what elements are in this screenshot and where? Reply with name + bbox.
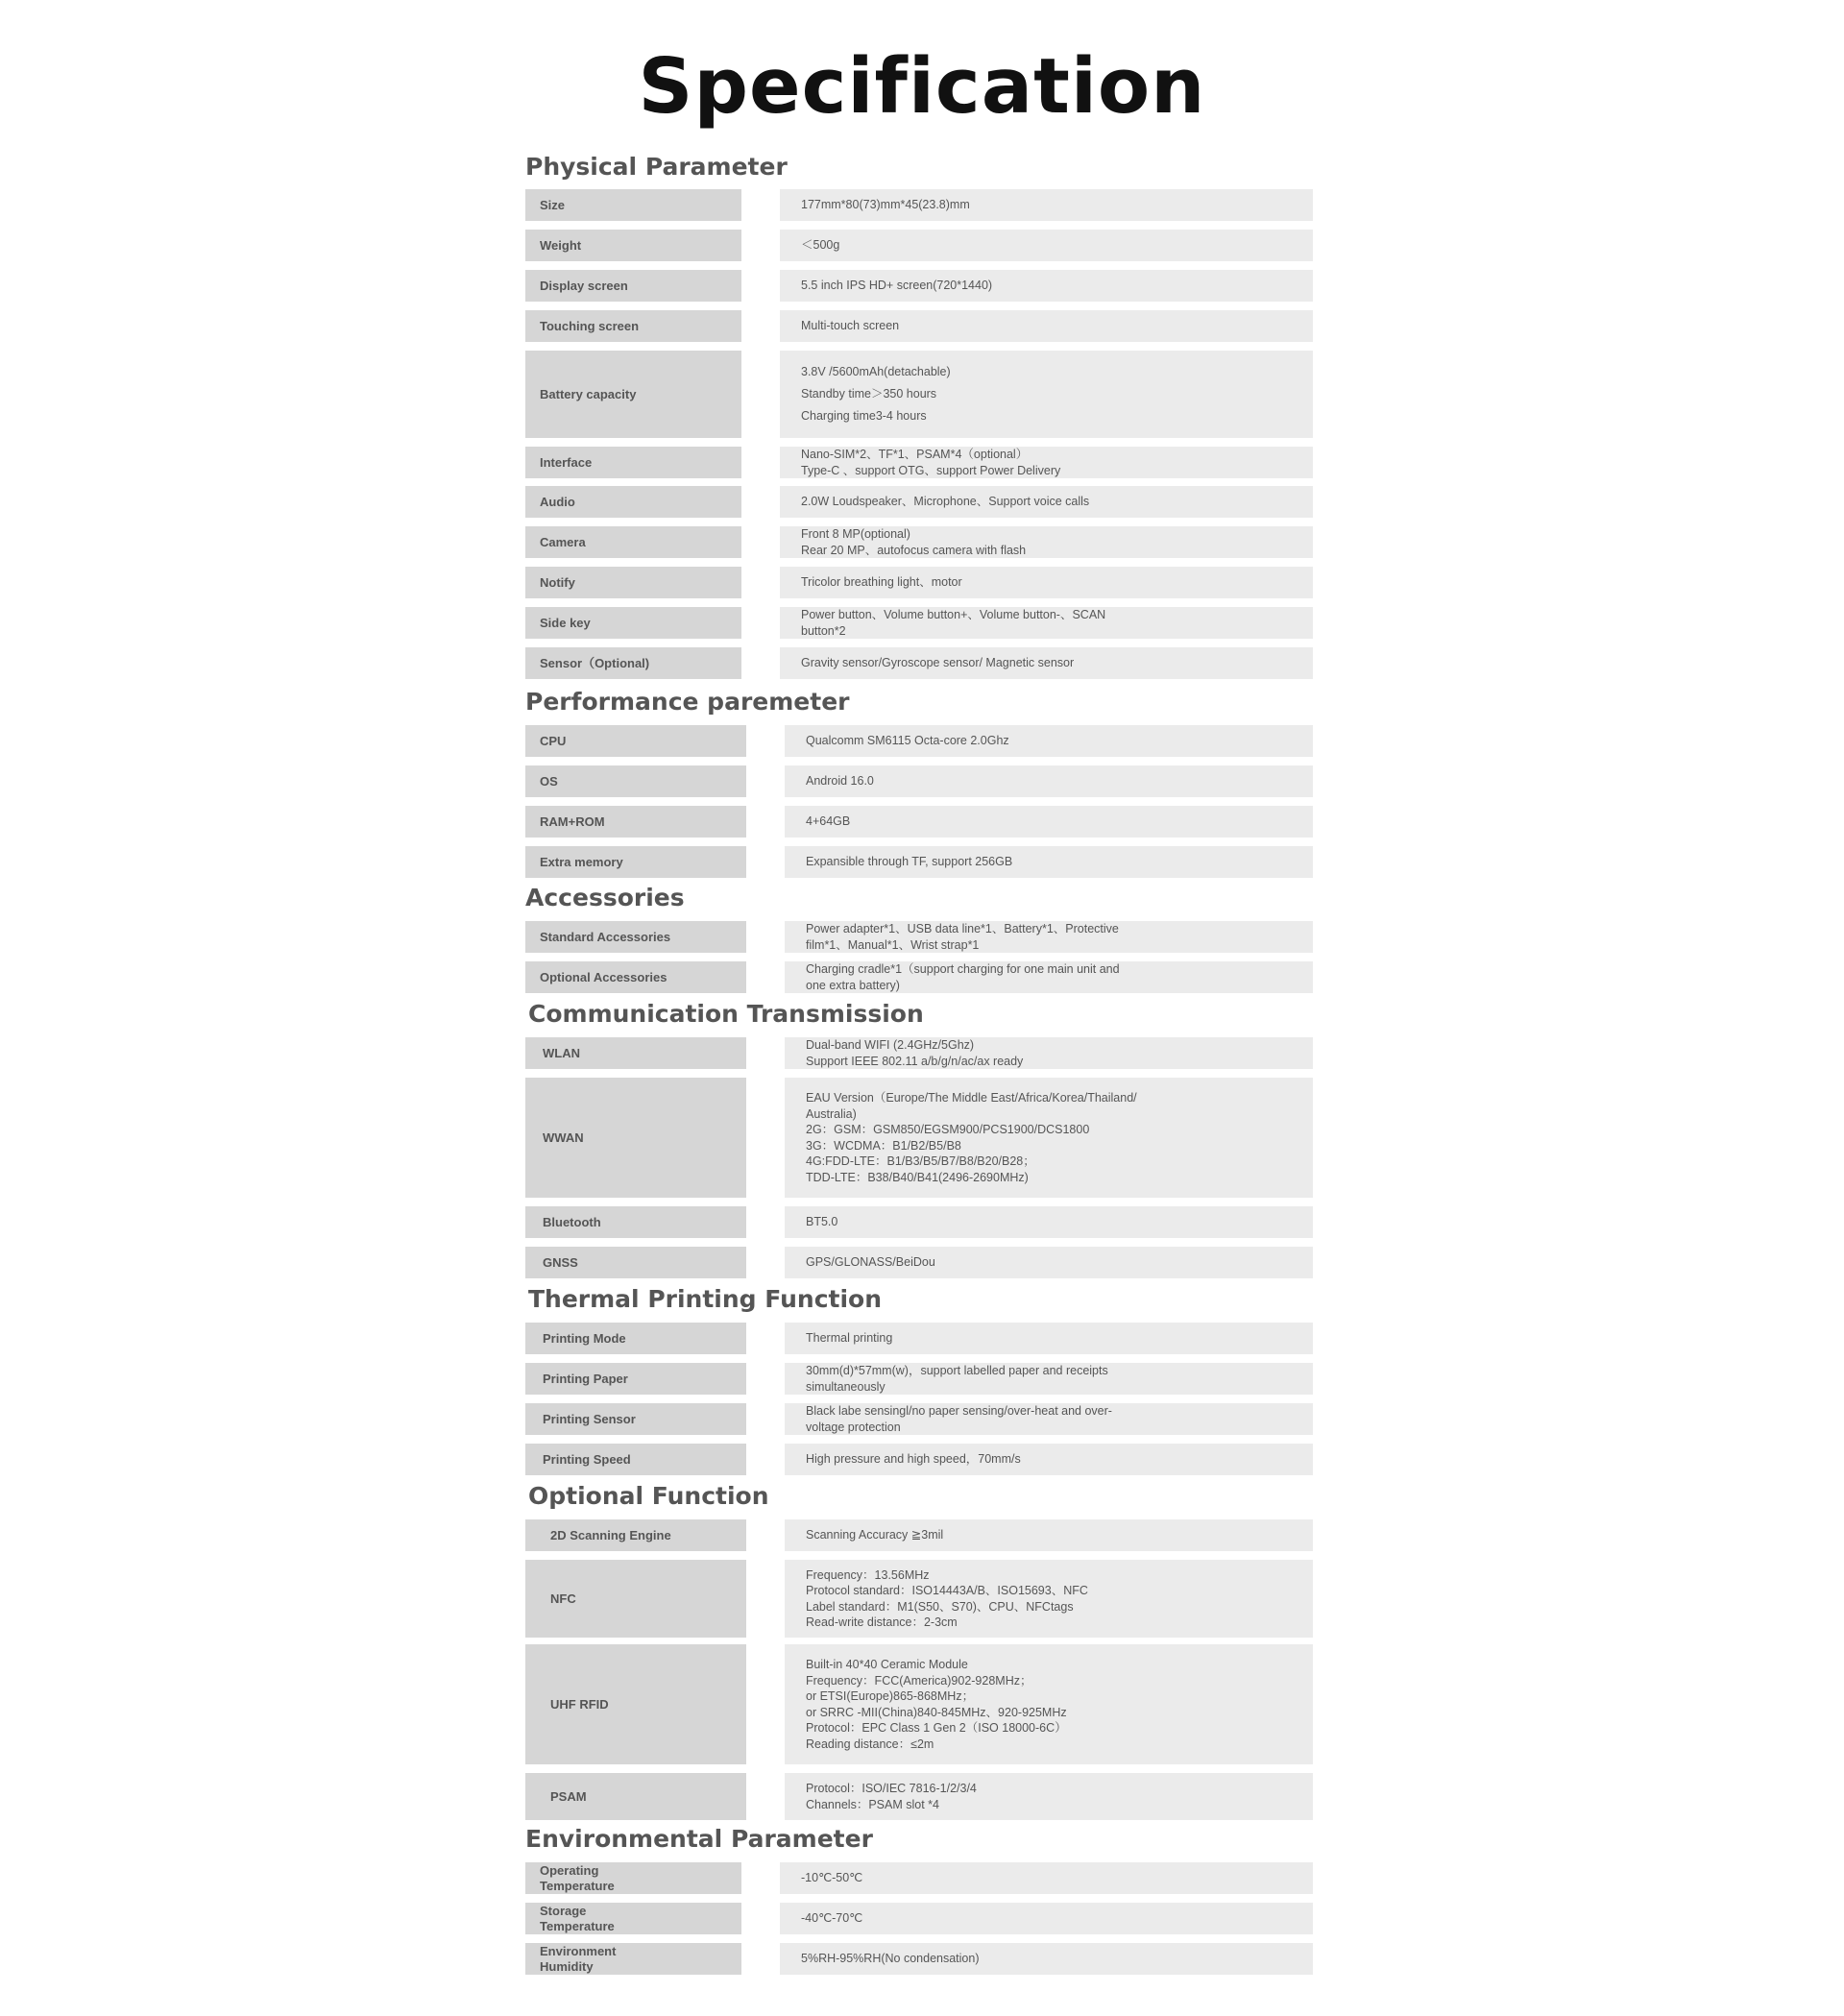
spec-row-size: [525, 189, 1313, 221]
spec-row-environment-humidity: [525, 1943, 1313, 1975]
spec-row-touching-screen: [525, 310, 1313, 342]
spec-value: [785, 1444, 1313, 1475]
spec-row-extra-memory: [525, 846, 1313, 878]
spec-label: [525, 567, 741, 598]
section-heading-performance-paremeter: Performance paremeter: [525, 688, 850, 716]
spec-value-line: ＜500g: [801, 238, 840, 253]
spec-value-line: -10℃-50℃: [801, 1871, 863, 1885]
spec-value-line: Australia): [806, 1106, 857, 1121]
spec-row-2d-scanning-engine: [525, 1519, 1313, 1551]
spec-label-text: Printing Mode: [543, 1330, 626, 1346]
spec-value: [780, 189, 1313, 221]
spec-label-text: Camera: [540, 534, 586, 549]
spec-row-operating-temperature: [525, 1862, 1313, 1894]
spec-row-battery-capacity: [525, 351, 1313, 438]
spec-label-text: GNSS: [543, 1254, 578, 1270]
spec-row-wlan: [525, 1037, 1313, 1069]
spec-label-text: Notify: [540, 574, 575, 590]
spec-value-line: Type-C 、support OTG、support Power Delivery: [801, 463, 1061, 477]
spec-value-line: High pressure and high speed，70mm/s: [806, 1452, 1021, 1467]
spec-value-line: Standby time＞350 hours: [801, 387, 937, 401]
spec-value-line: voltage protection: [806, 1420, 901, 1434]
spec-value-line: or SRRC -MII(China)840-845MHz、920-925MHz: [806, 1705, 1067, 1719]
spec-label: [525, 189, 741, 221]
spec-value-line: 30mm(d)*57mm(w)，support labelled paper and receipts: [806, 1364, 1108, 1377]
spec-label-text: NFC: [550, 1591, 576, 1606]
spec-value-line: Protocol：EPC Class 1 Gen 2（ISO 18000-6C）: [806, 1721, 1067, 1735]
spec-row-printing-paper: [525, 1363, 1313, 1395]
spec-label-text: Temperature: [540, 1878, 615, 1893]
spec-value-line: Channels：PSAM slot *4: [806, 1797, 939, 1811]
spec-label-text: Printing Paper: [543, 1371, 628, 1386]
page-title: Specification: [638, 42, 1206, 131]
spec-value-line: Tricolor breathing light、motor: [801, 575, 962, 590]
spec-value-line: Reading distance：≤2m: [806, 1737, 934, 1751]
spec-row-printing-speed: [525, 1444, 1313, 1475]
spec-value-line: Multi-touch screen: [801, 319, 900, 333]
spec-value: [780, 1862, 1313, 1894]
spec-value-line: Android 16.0: [806, 774, 874, 789]
spec-label: [525, 1862, 741, 1894]
spec-label-text: Weight: [540, 237, 582, 253]
spec-row-interface: [525, 447, 1313, 478]
spec-label-text: Display screen: [540, 278, 628, 293]
spec-value-line: Gravity sensor/Gyroscope sensor/ Magnetic sensor: [801, 656, 1075, 670]
spec-value: [780, 1943, 1313, 1975]
spec-value-line: GPS/GLONASS/BeiDou: [806, 1255, 935, 1270]
spec-row-ram-rom: [525, 806, 1313, 838]
spec-label-text: WWAN: [543, 1129, 584, 1145]
spec-label: [525, 1078, 746, 1198]
spec-row-cpu: [525, 725, 1313, 757]
spec-value: [785, 1644, 1313, 1764]
spec-label: [525, 270, 741, 302]
spec-label: [525, 607, 741, 639]
spec-label: [525, 806, 746, 838]
spec-value: [780, 447, 1313, 478]
spec-label-text: Printing Sensor: [543, 1411, 636, 1426]
spec-value-line: 5%RH-95%RH(No condensation): [801, 1952, 980, 1966]
spec-label: [525, 351, 741, 438]
spec-value-line: 5.5 inch IPS HD+ screen(720*1440): [801, 279, 993, 293]
spec-row-sensor-optional: [525, 647, 1313, 679]
spec-label-text: Extra memory: [540, 854, 623, 869]
spec-row-standard-accessories: [525, 921, 1313, 953]
spec-value-line: BT5.0: [806, 1215, 838, 1229]
spec-value-line: Protocol standard：ISO14443A/B、ISO15693、NFC: [806, 1584, 1088, 1597]
spec-value-line: Read-write distance：2-3cm: [806, 1615, 958, 1629]
spec-row-camera: [525, 526, 1313, 558]
spec-label-text: CPU: [540, 733, 567, 748]
spec-label: [525, 921, 746, 953]
spec-label-text: Storage: [540, 1903, 587, 1918]
spec-value: [785, 725, 1313, 757]
spec-value: [785, 1560, 1313, 1638]
spec-value: [780, 270, 1313, 302]
spec-value-line: or ETSI(Europe)865-868MHz；: [806, 1689, 975, 1703]
spec-value-line: simultaneously: [806, 1379, 886, 1394]
spec-value: [780, 351, 1313, 438]
section-heading-environmental-parameter: Environmental Parameter: [525, 1825, 873, 1853]
spec-value-line: Front 8 MP(optional): [801, 527, 910, 541]
spec-label-text: Battery capacity: [540, 386, 637, 401]
spec-value: [785, 846, 1313, 878]
spec-value-line: Frequency：13.56MHz: [806, 1567, 930, 1582]
spec-value-line: Rear 20 MP、autofocus camera with flash: [801, 543, 1027, 557]
section-heading-thermal-printing-function: Thermal Printing Function: [528, 1285, 883, 1313]
spec-label: [525, 1247, 746, 1278]
spec-label: [525, 1363, 746, 1395]
spec-value-line: -40℃-70℃: [801, 1911, 863, 1926]
spec-label: [525, 1903, 741, 1934]
spec-value-line: 177mm*80(73)mm*45(23.8)mm: [801, 198, 970, 212]
spec-row-storage-temperature: [525, 1903, 1313, 1934]
spec-label: [525, 1444, 746, 1475]
spec-value: [785, 921, 1313, 953]
spec-value: [780, 567, 1313, 598]
spec-label: [525, 1773, 746, 1820]
spec-value: [780, 647, 1313, 679]
spec-value: [785, 961, 1313, 993]
spec-label: [525, 961, 746, 993]
section-heading-communication-transmission: Communication Transmission: [528, 1000, 924, 1028]
spec-label: [525, 1644, 746, 1764]
section-heading-accessories: Accessories: [525, 884, 685, 911]
spec-value-line: Power adapter*1、USB data line*1、Battery*1、Protective: [806, 922, 1119, 935]
spec-value-line: 3G：WCDMA：B1/B2/B5/B8: [806, 1138, 961, 1153]
spec-row-display-screen: [525, 270, 1313, 302]
spec-label: [525, 1323, 746, 1354]
spec-row-gnss: [525, 1247, 1313, 1278]
spec-value: [780, 607, 1313, 639]
spec-value: [785, 1773, 1313, 1820]
spec-label-text: UHF RFID: [550, 1696, 609, 1712]
spec-value-line: Dual-band WIFI (2.4GHz/5Ghz): [806, 1038, 975, 1052]
spec-row-notify: [525, 567, 1313, 598]
spec-value-line: Support IEEE 802.11 a/b/g/n/ac/ax ready: [806, 1054, 1024, 1068]
spec-value-line: film*1、Manual*1、Wrist strap*1: [806, 937, 980, 952]
spec-label: [525, 1206, 746, 1238]
spec-value: [785, 1323, 1313, 1354]
spec-value-line: Protocol：ISO/IEC 7816-1/2/3/4: [806, 1782, 977, 1795]
spec-value: [785, 1206, 1313, 1238]
spec-label-text: Optional Accessories: [540, 969, 667, 984]
spec-label-text: 2D Scanning Engine: [550, 1527, 671, 1542]
spec-value: [785, 765, 1313, 797]
spec-value-line: Built-in 40*40 Ceramic Module: [806, 1658, 968, 1671]
spec-label-text: Printing Speed: [543, 1451, 631, 1467]
spec-value: [785, 1363, 1313, 1395]
spec-label-text: Interface: [540, 454, 593, 470]
spec-value: [780, 526, 1313, 558]
spec-label: [525, 310, 741, 342]
spec-value-line: Expansible through TF, support 256GB: [806, 855, 1013, 869]
spec-label-text: OS: [540, 773, 558, 789]
spec-value: [780, 486, 1313, 518]
spec-label: [525, 1560, 746, 1638]
spec-value-line: 3.8V /5600mAh(detachable): [801, 365, 951, 378]
spec-label: [525, 725, 746, 757]
spec-value: [780, 1903, 1313, 1934]
spec-label-text: Touching screen: [540, 318, 640, 333]
spec-label: [525, 647, 741, 679]
spec-row-side-key: [525, 607, 1313, 639]
spec-value-line: Label standard：M1(S50、S70)、CPU、NFCtags: [806, 1599, 1074, 1614]
spec-label-text: Side key: [540, 615, 591, 630]
spec-label: [525, 230, 741, 261]
spec-label: [525, 1519, 746, 1551]
spec-row-bluetooth: [525, 1206, 1313, 1238]
spec-value: [785, 1037, 1313, 1069]
spec-value: [780, 310, 1313, 342]
spec-row-uhf-rfid: [525, 1644, 1313, 1764]
spec-value-line: Black labe sensingl/no paper sensing/over-heat and over-: [806, 1404, 1112, 1418]
spec-value-line: one extra battery): [806, 978, 900, 992]
spec-label-text: Bluetooth: [543, 1214, 601, 1229]
spec-row-weight: [525, 230, 1313, 261]
spec-label: [525, 447, 741, 478]
spec-value: [785, 1519, 1313, 1551]
section-heading-optional-function: Optional Function: [528, 1482, 769, 1510]
spec-value-line: Charging time3-4 hours: [801, 409, 927, 423]
section-heading-physical-parameter: Physical Parameter: [525, 153, 788, 181]
spec-label: [525, 1943, 741, 1975]
spec-label-text: PSAM: [550, 1788, 587, 1804]
spec-value: [780, 230, 1313, 261]
spec-value-line: Nano-SIM*2、TF*1、PSAM*4（optional）: [801, 448, 1029, 461]
spec-label: [525, 765, 746, 797]
spec-row-os: [525, 765, 1313, 797]
spec-label-text: Standard Accessories: [540, 929, 671, 944]
spec-label-text: Temperature: [540, 1918, 615, 1933]
spec-label-text: Humidity: [540, 1958, 594, 1974]
spec-row-psam: [525, 1773, 1313, 1820]
spec-row-audio: [525, 486, 1313, 518]
spec-value-line: Thermal printing: [806, 1331, 893, 1346]
spec-row-printing-sensor: [525, 1403, 1313, 1435]
spec-value-line: Qualcomm SM6115 Octa-core 2.0Ghz: [806, 734, 1009, 748]
spec-value-line: EAU Version（Europe/The Middle East/Africa/Korea/Thailand/: [806, 1091, 1137, 1105]
spec-row-wwan: [525, 1078, 1313, 1198]
spec-label: [525, 1403, 746, 1435]
spec-row-printing-mode: [525, 1323, 1313, 1354]
spec-label-text: Operating: [540, 1862, 599, 1878]
spec-value-line: Frequency：FCC(America)902-928MHz；: [806, 1673, 1032, 1688]
spec-label: [525, 486, 741, 518]
spec-label: [525, 1037, 746, 1069]
spec-value-line: TDD-LTE：B38/B40/B41(2496-2690MHz): [806, 1170, 1029, 1184]
spec-value-line: 4G:FDD-LTE：B1/B3/B5/B7/B8/B20/B28；: [806, 1154, 1035, 1168]
spec-value-line: button*2: [801, 623, 846, 638]
spec-value: [785, 806, 1313, 838]
spec-value-line: 2.0W Loudspeaker、Microphone、Support voice calls: [801, 495, 1090, 509]
spec-value-line: 2G：GSM：GSM850/EGSM900/PCS1900/DCS1800: [806, 1123, 1090, 1136]
spec-value: [785, 1247, 1313, 1278]
spec-value-line: Power button、Volume button+、Volume button-、SCAN: [801, 608, 1106, 621]
spec-value-line: Charging cradle*1（support charging for one main unit and: [806, 962, 1120, 976]
spec-label-text: Sensor（Optional): [540, 655, 650, 670]
spec-value-line: Scanning Accuracy ≧3mil: [806, 1528, 944, 1542]
spec-label-text: Size: [540, 197, 566, 212]
spec-label-text: WLAN: [543, 1045, 580, 1060]
spec-label: [525, 526, 741, 558]
spec-label: [525, 846, 746, 878]
spec-value: [785, 1403, 1313, 1435]
spec-row-optional-accessories: [525, 961, 1313, 993]
spec-label-text: Environment: [540, 1943, 617, 1958]
spec-label-text: Audio: [540, 494, 575, 509]
spec-row-nfc: [525, 1560, 1313, 1638]
spec-value-line: 4+64GB: [806, 814, 851, 829]
spec-label-text: RAM+ROM: [540, 814, 605, 829]
spec-value: [785, 1078, 1313, 1198]
